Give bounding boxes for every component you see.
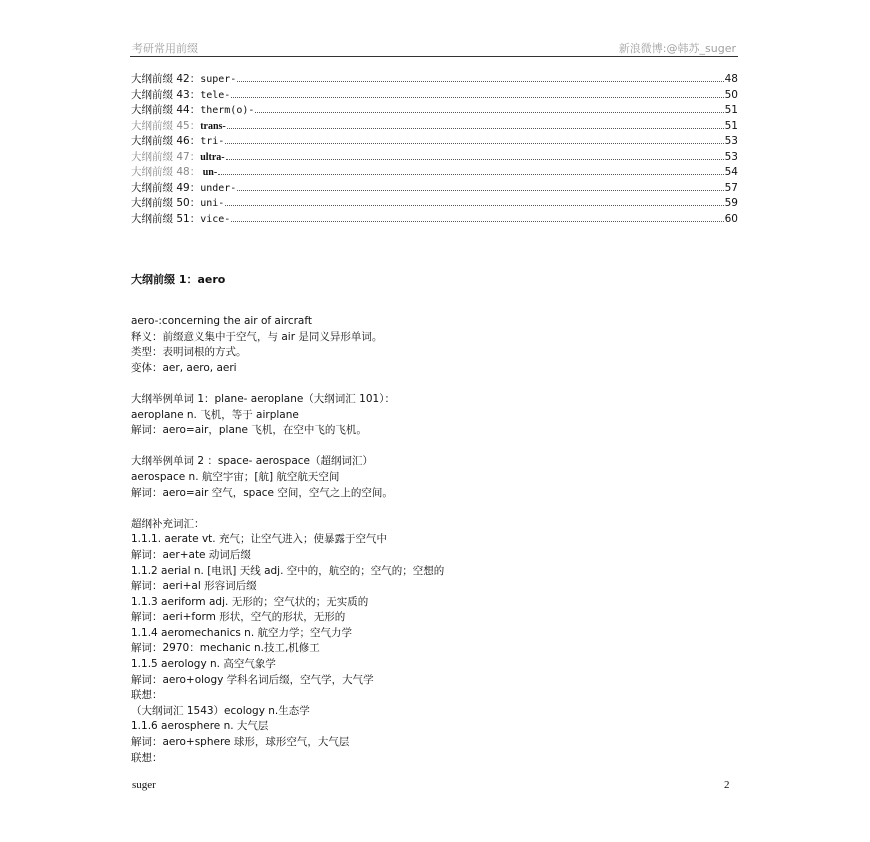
toc-entry-prefix: trans- bbox=[200, 120, 226, 132]
toc-entry-page: 51 bbox=[724, 104, 738, 116]
toc-entry-label: 大纲前缀 49： bbox=[131, 181, 201, 194]
body-line: 类型：表明词根的方式。 bbox=[131, 346, 247, 359]
toc-entry-label: 大纲前缀 43： bbox=[131, 88, 201, 101]
toc-entry-page: 48 bbox=[724, 73, 738, 85]
toc-entry-prefix: un- bbox=[200, 167, 218, 178]
body-line: 解词：aeri+al 形容词后缀 bbox=[131, 580, 257, 593]
toc-entry-label: 大纲前缀 42： bbox=[131, 73, 201, 85]
toc-entry-prefix: uni- bbox=[200, 198, 225, 209]
toc-leader-dots bbox=[231, 97, 723, 98]
toc-leader-dots bbox=[237, 81, 723, 82]
toc-entry-label: 大纲前缀 45： bbox=[131, 119, 201, 132]
body-line: 超纲补充词汇： bbox=[131, 517, 205, 530]
toc-entry-label: 大纲前缀 48： bbox=[131, 166, 201, 178]
toc-entry-label: 大纲前缀 51： bbox=[131, 212, 201, 225]
body-line: 解词：aero+ology 学科名词后缀，空气学，大气学 bbox=[131, 673, 374, 686]
toc-entry[interactable] bbox=[131, 72, 738, 88]
section-body bbox=[131, 314, 751, 766]
body-line: 1.1.5 aerology n. 高空气象学 bbox=[131, 658, 276, 671]
body-line: aero-:concerning the air of aircraft bbox=[131, 315, 312, 327]
toc-entry[interactable] bbox=[131, 196, 738, 212]
section-title: 大纲前缀 1：aero bbox=[131, 273, 226, 286]
toc-entry-page: 53 bbox=[724, 150, 738, 163]
footer-page-number: 2 bbox=[724, 779, 730, 791]
toc-entry-page: 51 bbox=[724, 119, 738, 132]
toc-entry-prefix: ultra- bbox=[200, 151, 225, 163]
toc-leader-dots bbox=[225, 205, 723, 206]
body-line: 解词：2970：mechanic n.技工,机修工 bbox=[131, 642, 320, 655]
toc-entry-prefix: tri- bbox=[200, 136, 225, 147]
header-left-title: 考研常用前缀 bbox=[132, 42, 198, 55]
body-line: aeroplane n. 飞机，等于 airplane bbox=[131, 408, 299, 421]
toc-entry-page: 50 bbox=[724, 88, 738, 101]
toc-entry-page: 57 bbox=[724, 181, 738, 194]
footer-author: suger bbox=[132, 779, 156, 791]
toc-entry-label: 大纲前缀 47： bbox=[131, 150, 201, 163]
toc-entry[interactable] bbox=[131, 103, 738, 119]
table-of-contents bbox=[131, 72, 738, 227]
blank-line bbox=[131, 376, 751, 392]
body-line: 1.1.6 aerosphere n. 大气层 bbox=[131, 720, 269, 733]
body-line: 解词：aero=air，plane 飞机，在空中飞的飞机。 bbox=[131, 424, 367, 437]
toc-entry[interactable] bbox=[131, 134, 738, 150]
toc-entry-label: 大纲前缀 46： bbox=[131, 135, 201, 147]
toc-entry-page: 59 bbox=[724, 197, 738, 209]
toc-entry-prefix: vice- bbox=[200, 213, 231, 225]
toc-leader-dots bbox=[225, 143, 723, 144]
toc-entry[interactable] bbox=[131, 165, 738, 181]
toc-entry[interactable] bbox=[131, 150, 738, 166]
toc-entry-page: 60 bbox=[724, 212, 738, 225]
header-right-weibo: 新浪微博:@韩苏_suger bbox=[618, 42, 736, 55]
body-line: 大纲举例单词 1：plane- aeroplane（大纲词汇 101）： bbox=[131, 392, 395, 405]
toc-entry[interactable] bbox=[131, 181, 738, 197]
body-line: aerospace n. 航空宇宙；[航] 航空航天空间 bbox=[131, 470, 340, 483]
toc-entry-prefix: tele- bbox=[200, 89, 231, 101]
body-line: 1.1.2 aerial n. [电讯] 天线 adj. 空中的，航空的；空气的；空想的 bbox=[131, 564, 445, 577]
toc-entry[interactable] bbox=[131, 119, 738, 135]
toc-entry-prefix: under- bbox=[200, 182, 237, 194]
body-line: 联想： bbox=[131, 751, 163, 764]
body-line: 解词：aero=air 空气，space 空间，空气之上的空间。 bbox=[131, 486, 393, 499]
toc-entry-label: 大纲前缀 44： bbox=[131, 104, 201, 116]
toc-entry-prefix: super- bbox=[200, 74, 237, 85]
body-line: 大纲举例单词 2 ：space- aerospace（超纲词汇） bbox=[131, 455, 373, 468]
body-line: 变体：aer, aero, aeri bbox=[131, 361, 237, 374]
body-line: 解词：aero+sphere 球形，球形空气，大气层 bbox=[131, 736, 350, 749]
body-line: 解词：aer+ate 动词后缀 bbox=[131, 548, 251, 561]
toc-leader-dots bbox=[227, 128, 724, 129]
header-rule bbox=[130, 56, 738, 57]
toc-entry-prefix: therm(o)- bbox=[200, 105, 255, 116]
toc-entry-page: 53 bbox=[724, 135, 738, 147]
toc-leader-dots bbox=[231, 221, 723, 222]
body-line: 1.1.4 aeromechanics n. 航空力学；空气力学 bbox=[131, 626, 352, 639]
toc-entry[interactable] bbox=[131, 212, 738, 228]
toc-leader-dots bbox=[237, 190, 723, 191]
toc-leader-dots bbox=[226, 159, 724, 160]
toc-leader-dots bbox=[218, 174, 723, 175]
toc-entry-page: 54 bbox=[724, 166, 738, 178]
blank-line bbox=[131, 439, 751, 455]
body-line: 解词：aeri+form 形状，空气的形状，无形的 bbox=[131, 611, 346, 624]
toc-entry-label: 大纲前缀 50： bbox=[131, 197, 201, 209]
body-line: 释义：前缀意义集中于空气，与 air 是同义异形单词。 bbox=[131, 330, 383, 343]
body-line: 1.1.1. aerate vt. 充气；让空气进入；使暴露于空气中 bbox=[131, 533, 387, 546]
toc-entry[interactable] bbox=[131, 88, 738, 104]
body-line: （大纲词汇 1543）ecology n.生态学 bbox=[131, 704, 310, 717]
toc-leader-dots bbox=[255, 112, 723, 113]
blank-line bbox=[131, 501, 751, 517]
body-line: 联想： bbox=[131, 689, 163, 702]
body-line: 1.1.3 aeriform adj. 无形的；空气状的；无实质的 bbox=[131, 595, 369, 608]
